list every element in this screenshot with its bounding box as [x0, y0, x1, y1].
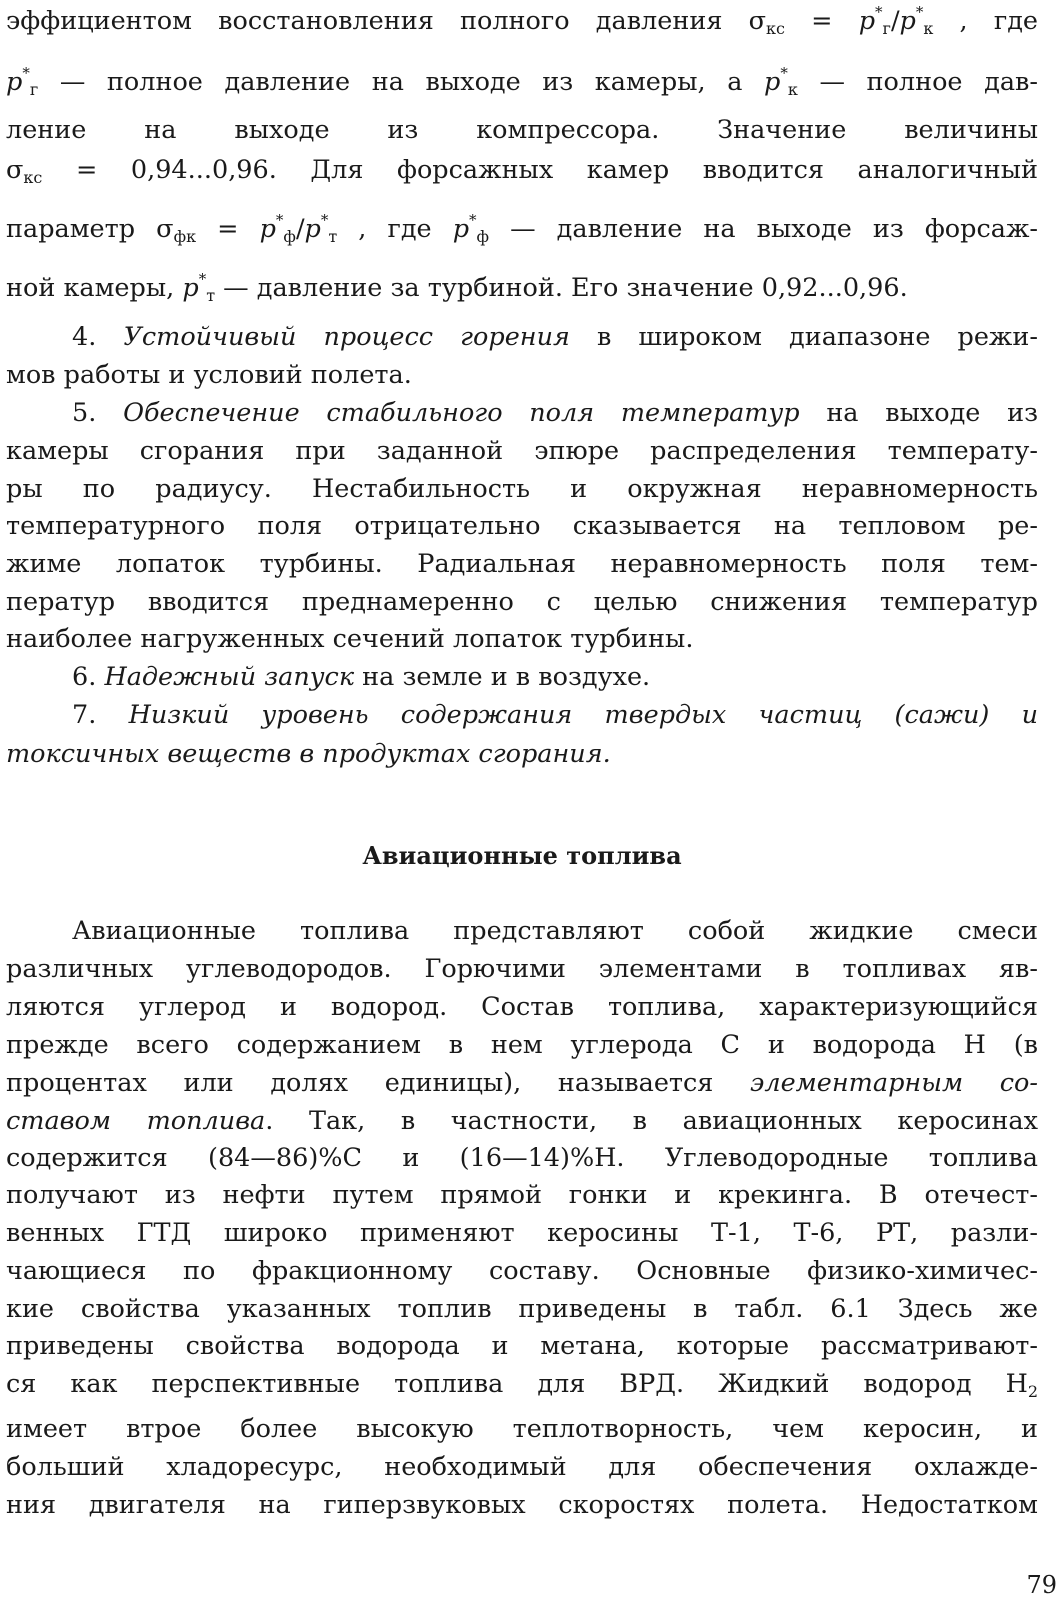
paragraph-line: чающиеся по фракционному составу. Основные физико-химичес- [6, 1256, 1038, 1286]
paragraph-line: содержится (84—86)%С и (16—14)%Н. Углеводородные топлива [6, 1143, 1038, 1173]
paragraph-line: ся как перспективные топлива для ВРД. Жидкий водород $Н_2$ [6, 1369, 1038, 1401]
list-item-5-line: камеры сгорания при заданной эпюре распределения температу- [6, 436, 1038, 466]
paragraph-line: процентах или долях единицы), называется элементарным со- [6, 1068, 1038, 1098]
section-heading: Авиационные топлива [362, 841, 682, 870]
page-number: 79 [1026, 1571, 1057, 1599]
text-line-2: $p^*_г$ — полное давление на выходе из камеры, а $p^*_к$ — полное дав- [6, 64, 1039, 99]
text-line-5: параметр $\sigma_{фк} = p^*_ф/p^*_т$ , где $p^*_ф$ — давление на выходе из форсаж- [6, 211, 1039, 246]
list-item-5-line: ператур вводится преднамеренно с целью снижения температур [6, 587, 1038, 617]
paragraph-line: различных углеводородов. Горючими элементами в топливах яв- [6, 954, 1038, 984]
list-item-7: 7. Низкий уровень содержания твердых частиц (сажи) и [72, 700, 1038, 730]
list-item-5-line: ры по радиусу. Нестабильность и окружная неравномерность [6, 474, 1038, 504]
paragraph-line: приведены свойства водорода и метана, которые рассматривают- [6, 1331, 1038, 1361]
paragraph-line: прежде всего содержанием в нем углерода С и водорода Н (в [6, 1030, 1038, 1060]
paragraph-line: кие свойства указанных топлив приведены в табл. 6.1 Здесь же [6, 1294, 1038, 1324]
paragraph-line: получают из нефти путем прямой гонки и крекинга. В отечест- [6, 1180, 1038, 1210]
paragraph-line: ставом топлива. Так, в частности, в авиационных керосинах [6, 1106, 1038, 1136]
paragraph-line: Авиационные топлива представляют собой жидкие смеси [72, 916, 1038, 946]
text-line-6: ной камеры, $p^*_т$ — давление за турбиной. Его значение 0,92...0,96. [6, 270, 908, 305]
paragraph-line: ляются углерод и водород. Состав топлива, характеризующийся [6, 992, 1038, 1022]
paragraph-line: имеет втрое более высокую теплотворность, чем керосин, и [6, 1414, 1038, 1444]
paragraph-line: ния двигателя на гиперзвуковых скоростях полета. Недостатком [6, 1490, 1038, 1520]
list-item-5-line: наиболее нагруженных сечений лопаток турбины. [6, 624, 694, 654]
list-item-5-line: температурного поля отрицательно сказывается на тепловом ре- [6, 511, 1038, 541]
paragraph-line: больший хладоресурс, необходимый для обеспечения охлажде- [6, 1452, 1038, 1482]
text-line-4: $\sigma_{кс} = 0,94...0,96$. Для форсажных камер вводится аналогичный [6, 155, 1038, 187]
list-item-4-line-2: мов работы и условий полета. [6, 360, 412, 390]
list-item-5: 5. Обеспечение стабильного поля температур на выходе из [72, 398, 1039, 428]
list-item-5-line: жиме лопаток турбины. Радиальная неравномерность поля тем- [6, 549, 1038, 579]
list-item-4: 4. Устойчивый процесс горения в широком диапазоне режи- [72, 322, 1039, 352]
list-item-7-line-2: токсичных веществ в продуктах сгорания. [6, 739, 611, 769]
list-item-6: 6. Надежный запуск на земле и в воздухе. [72, 662, 651, 692]
paragraph-line: венных ГТД широко применяют керосины Т-1, Т-6, РТ, разли- [6, 1218, 1038, 1248]
text-line-1: эффициентом восстановления полного давления $\sigma_{кс} = p^*_г/p^*_к$ , где [6, 3, 1038, 38]
text-line-3: ление на выходе из компрессора. Значение величины [6, 115, 1038, 145]
